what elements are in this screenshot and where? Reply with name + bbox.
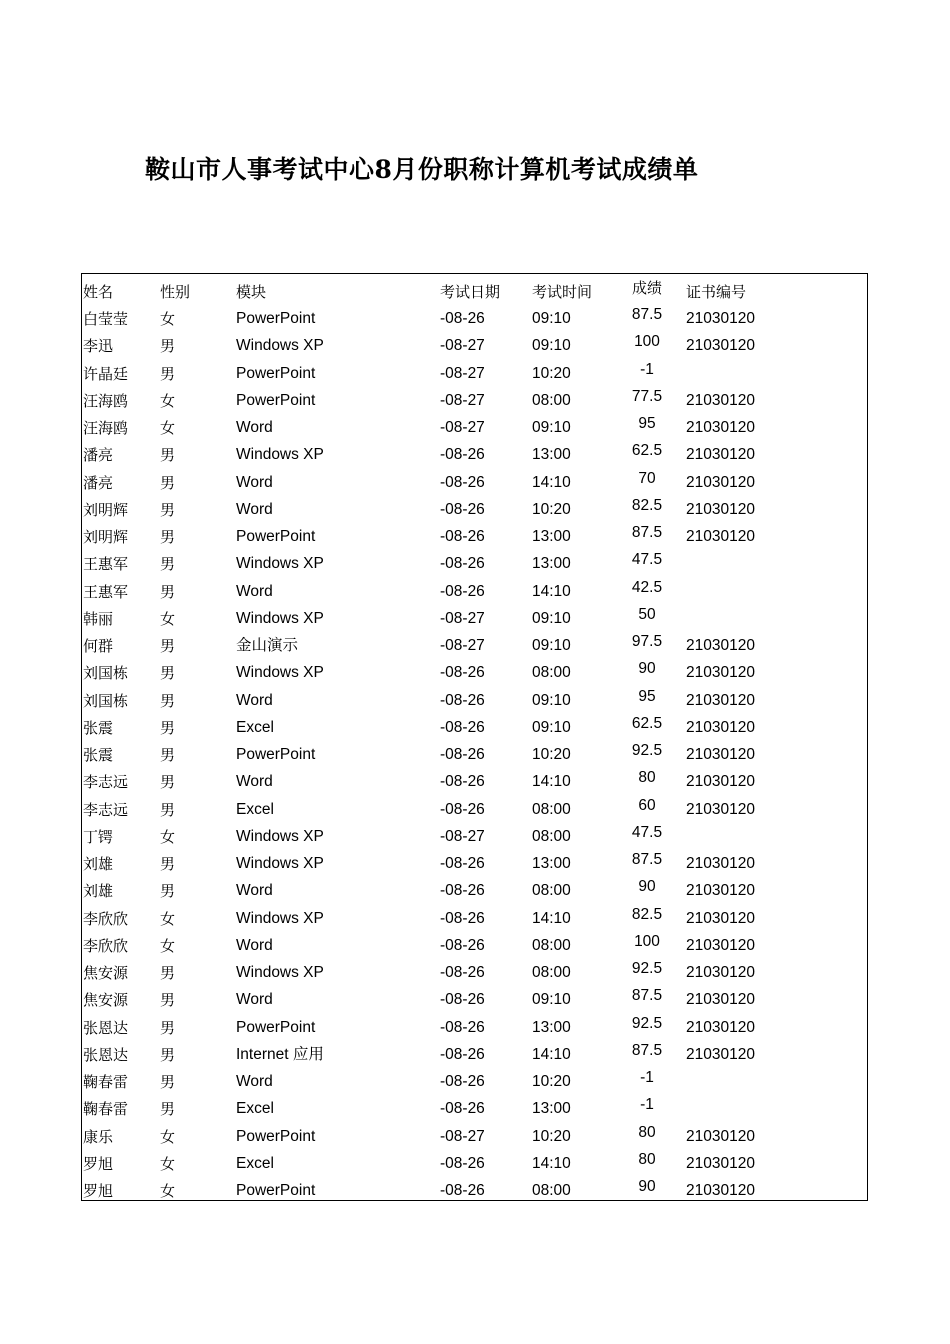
cell-gender: 男 bbox=[160, 364, 176, 383]
cell-score: 87.5 bbox=[631, 524, 663, 541]
cell-date: -08-27 bbox=[440, 609, 485, 627]
cell-name: 白莹莹 bbox=[83, 310, 129, 328]
cell-gender: 男 bbox=[160, 446, 176, 465]
header-date: 考试日期 bbox=[440, 283, 501, 301]
cell-module: Word bbox=[236, 773, 273, 791]
cell-time: 10:20 bbox=[532, 364, 571, 382]
cell-name: 张恩达 bbox=[83, 1018, 129, 1037]
cell-date: -08-26 bbox=[440, 473, 485, 491]
cell-name: 焦安源 bbox=[83, 991, 129, 1010]
cell-time: 14:10 bbox=[532, 773, 571, 791]
table-row bbox=[82, 634, 867, 658]
cell-cert: 21030120 bbox=[686, 1154, 755, 1172]
cell-gender: 男 bbox=[160, 882, 176, 901]
cell-time: 10:20 bbox=[532, 1073, 571, 1090]
cell-gender: 女 bbox=[160, 310, 176, 328]
cell-module: Word bbox=[236, 582, 273, 600]
cell-date: -08-26 bbox=[440, 882, 485, 900]
cell-time: 08:00 bbox=[532, 964, 571, 981]
cell-module: Windows XP bbox=[236, 855, 324, 872]
header-gender: 性别 bbox=[160, 283, 191, 301]
cell-name: 李志远 bbox=[83, 800, 129, 819]
cell-time: 08:00 bbox=[532, 827, 571, 845]
cell-module: Internet 应用 bbox=[236, 1045, 324, 1063]
cell-date: -08-26 bbox=[440, 1100, 485, 1118]
cell-date: -08-27 bbox=[440, 337, 485, 355]
cell-cert: 21030120 bbox=[686, 391, 755, 409]
cell-date: -08-26 bbox=[440, 991, 485, 1009]
cell-score: 70 bbox=[638, 469, 656, 487]
cell-gender: 女 bbox=[160, 827, 176, 846]
table-row bbox=[82, 907, 867, 931]
cell-cert: 21030120 bbox=[686, 500, 755, 518]
cell-date: -08-26 bbox=[440, 1018, 485, 1036]
cell-date: -08-26 bbox=[440, 773, 485, 791]
cell-name: 王惠军 bbox=[83, 555, 129, 574]
cell-score: 97.5 bbox=[631, 633, 663, 650]
cell-date: -08-27 bbox=[440, 391, 485, 409]
header-score: 成绩 bbox=[631, 279, 662, 297]
cell-date: -08-27 bbox=[440, 364, 485, 382]
cell-module: Excel bbox=[236, 1154, 274, 1172]
cell-gender: 男 bbox=[160, 964, 176, 982]
cell-time: 14:10 bbox=[532, 473, 571, 491]
cell-module: Windows XP bbox=[236, 909, 324, 927]
cell-time: 10:20 bbox=[532, 1127, 571, 1145]
cell-gender: 女 bbox=[160, 1182, 176, 1200]
cell-time: 13:00 bbox=[532, 555, 571, 573]
cell-cert: 21030120 bbox=[686, 473, 755, 491]
cell-date: -08-26 bbox=[440, 936, 485, 954]
cell-name: 罗旭 bbox=[83, 1182, 114, 1200]
cell-name: 焦安源 bbox=[83, 964, 129, 982]
table-row bbox=[82, 798, 867, 822]
cell-date: -08-27 bbox=[440, 1127, 485, 1145]
cell-cert: 21030120 bbox=[686, 1045, 755, 1063]
cell-name: 潘亮 bbox=[83, 473, 114, 492]
table-row bbox=[82, 607, 867, 631]
cell-gender: 男 bbox=[160, 337, 176, 356]
cell-cert: 21030120 bbox=[686, 991, 755, 1009]
cell-name: 李欣欣 bbox=[83, 936, 129, 955]
cell-time: 09:10 bbox=[532, 609, 571, 627]
cell-gender: 男 bbox=[160, 1045, 176, 1064]
cell-name: 鞠春雷 bbox=[83, 1100, 129, 1119]
table-row bbox=[82, 471, 867, 495]
cell-time: 13:00 bbox=[532, 446, 571, 464]
cell-date: -08-26 bbox=[440, 964, 485, 981]
cell-gender: 男 bbox=[160, 555, 176, 574]
score-table bbox=[81, 273, 868, 1201]
table-row bbox=[82, 362, 867, 386]
cell-score: 100 bbox=[634, 333, 660, 351]
cell-cert: 21030120 bbox=[686, 1127, 755, 1145]
table-row bbox=[82, 416, 867, 440]
cell-score: 60 bbox=[638, 796, 656, 814]
cell-date: -08-26 bbox=[440, 909, 485, 927]
cell-module: Word bbox=[236, 991, 273, 1009]
cell-module: PowerPoint bbox=[236, 364, 316, 382]
cell-date: -08-26 bbox=[440, 1182, 485, 1199]
table-row bbox=[82, 961, 867, 985]
cell-cert: 21030120 bbox=[686, 419, 755, 436]
cell-gender: 男 bbox=[160, 637, 176, 655]
cell-gender: 女 bbox=[160, 1127, 176, 1146]
cell-module: Word bbox=[236, 500, 273, 518]
cell-time: 14:10 bbox=[532, 582, 571, 600]
cell-gender: 男 bbox=[160, 773, 176, 792]
cell-gender: 男 bbox=[160, 746, 176, 764]
cell-score: 87.5 bbox=[631, 306, 663, 323]
cell-module: Windows XP bbox=[236, 664, 324, 682]
cell-time: 14:10 bbox=[532, 1045, 571, 1063]
cell-score: 80 bbox=[638, 1150, 656, 1168]
cell-score: 90 bbox=[638, 660, 656, 678]
cell-module: Word bbox=[236, 1073, 273, 1090]
cell-cert: 21030120 bbox=[686, 882, 755, 900]
cell-module: Windows XP bbox=[236, 446, 324, 464]
cell-cert: 21030120 bbox=[686, 446, 755, 464]
cell-score: 82.5 bbox=[631, 496, 663, 514]
cell-module: Windows XP bbox=[236, 337, 324, 355]
table-row bbox=[82, 307, 867, 331]
cell-gender: 男 bbox=[160, 582, 176, 601]
cell-date: -08-26 bbox=[440, 1045, 485, 1063]
table-row bbox=[82, 934, 867, 958]
cell-time: 14:10 bbox=[532, 1154, 571, 1172]
cell-name: 张震 bbox=[83, 746, 114, 764]
cell-module: Word bbox=[236, 882, 273, 900]
cell-cert: 21030120 bbox=[686, 909, 755, 927]
cell-name: 张震 bbox=[83, 718, 114, 737]
table-row bbox=[82, 1152, 867, 1176]
cell-gender: 女 bbox=[160, 419, 176, 437]
table-header bbox=[82, 280, 867, 304]
cell-score: 42.5 bbox=[631, 578, 663, 596]
cell-date: -08-26 bbox=[440, 500, 485, 518]
cell-gender: 男 bbox=[160, 473, 176, 492]
cell-name: 康乐 bbox=[83, 1127, 114, 1146]
cell-module: Word bbox=[236, 691, 273, 709]
cell-name: 韩丽 bbox=[83, 609, 114, 628]
cell-name: 张恩达 bbox=[83, 1045, 129, 1064]
cell-gender: 女 bbox=[160, 909, 176, 928]
cell-date: -08-26 bbox=[440, 746, 485, 763]
cell-cert: 21030120 bbox=[686, 855, 755, 872]
cell-gender: 男 bbox=[160, 1100, 176, 1119]
cell-cert: 21030120 bbox=[686, 664, 755, 682]
cell-time: 08:00 bbox=[532, 936, 571, 954]
cell-name: 许晶廷 bbox=[83, 364, 129, 383]
cell-cert: 21030120 bbox=[686, 691, 755, 709]
cell-gender: 女 bbox=[160, 391, 176, 410]
cell-module: PowerPoint bbox=[236, 391, 316, 409]
cell-date: -08-26 bbox=[440, 718, 485, 736]
cell-score: 90 bbox=[638, 878, 656, 896]
cell-module: PowerPoint bbox=[236, 528, 316, 545]
cell-gender: 男 bbox=[160, 500, 176, 519]
header-cert: 证书编号 bbox=[686, 283, 747, 301]
cell-score: 80 bbox=[638, 1123, 656, 1141]
cell-score: 95 bbox=[638, 415, 656, 432]
cell-gender: 女 bbox=[160, 609, 176, 628]
cell-score: 82.5 bbox=[631, 905, 663, 923]
cell-cert: 21030120 bbox=[686, 1018, 755, 1036]
header-name: 姓名 bbox=[83, 283, 114, 301]
cell-cert: 21030120 bbox=[686, 964, 755, 981]
cell-score: 62.5 bbox=[631, 442, 663, 460]
cell-module: PowerPoint bbox=[236, 746, 316, 763]
table-row bbox=[82, 716, 867, 740]
table-row bbox=[82, 825, 867, 849]
cell-date: -08-26 bbox=[440, 310, 485, 327]
cell-time: 10:20 bbox=[532, 746, 571, 763]
cell-name: 刘国栋 bbox=[83, 664, 129, 683]
cell-cert: 21030120 bbox=[686, 746, 755, 763]
cell-name: 丁锷 bbox=[83, 827, 114, 846]
table-row bbox=[82, 770, 867, 794]
cell-name: 王惠军 bbox=[83, 582, 129, 601]
cell-time: 08:00 bbox=[532, 800, 571, 818]
cell-score: 87.5 bbox=[631, 851, 663, 868]
header-module: 模块 bbox=[236, 283, 267, 301]
cell-time: 09:10 bbox=[532, 991, 571, 1009]
table-row bbox=[82, 1043, 867, 1067]
table-row bbox=[82, 498, 867, 522]
cell-score: 80 bbox=[638, 769, 656, 787]
cell-date: -08-26 bbox=[440, 1154, 485, 1172]
cell-time: 08:00 bbox=[532, 882, 571, 900]
cell-gender: 男 bbox=[160, 718, 176, 737]
cell-score: 47.5 bbox=[631, 551, 663, 569]
cell-name: 汪海鸥 bbox=[83, 419, 129, 437]
cell-name: 李欣欣 bbox=[83, 909, 129, 928]
cell-gender: 男 bbox=[160, 1073, 176, 1091]
cell-time: 09:10 bbox=[532, 337, 571, 355]
cell-cert: 21030120 bbox=[686, 637, 755, 654]
cell-module: Excel bbox=[236, 1100, 274, 1118]
cell-gender: 男 bbox=[160, 664, 176, 683]
cell-score: -1 bbox=[640, 360, 654, 378]
cell-gender: 男 bbox=[160, 1018, 176, 1037]
cell-time: 09:10 bbox=[532, 310, 571, 327]
table-row bbox=[82, 525, 867, 549]
cell-module: Word bbox=[236, 473, 273, 491]
cell-name: 汪海鸥 bbox=[83, 391, 129, 410]
table-row bbox=[82, 1179, 867, 1203]
table-row bbox=[82, 552, 867, 576]
cell-time: 13:00 bbox=[532, 855, 571, 872]
table-row bbox=[82, 661, 867, 685]
cell-module: Excel bbox=[236, 718, 274, 736]
cell-name: 李志远 bbox=[83, 773, 129, 792]
table-row bbox=[82, 1070, 867, 1094]
table-row bbox=[82, 334, 867, 358]
cell-time: 10:20 bbox=[532, 500, 571, 518]
cell-cert: 21030120 bbox=[686, 936, 755, 954]
cell-gender: 男 bbox=[160, 991, 176, 1010]
cell-time: 13:00 bbox=[532, 1018, 571, 1036]
table-row bbox=[82, 443, 867, 467]
cell-date: -08-26 bbox=[440, 555, 485, 573]
cell-module: Word bbox=[236, 936, 273, 954]
cell-date: -08-27 bbox=[440, 637, 485, 654]
cell-score: 77.5 bbox=[631, 387, 663, 405]
cell-score: 50 bbox=[638, 605, 656, 623]
cell-module: PowerPoint bbox=[236, 1182, 316, 1199]
cell-time: 08:00 bbox=[532, 664, 571, 682]
cell-module: PowerPoint bbox=[236, 1127, 316, 1145]
table-row bbox=[82, 1016, 867, 1040]
table-row bbox=[82, 879, 867, 903]
page-title: 鞍山市人事考试中心8月份职称计算机考试成绩单 bbox=[145, 155, 699, 184]
cell-cert: 21030120 bbox=[686, 1182, 755, 1199]
cell-module: Windows XP bbox=[236, 964, 324, 981]
cell-time: 08:00 bbox=[532, 391, 571, 409]
cell-cert: 21030120 bbox=[686, 528, 755, 545]
cell-module: Windows XP bbox=[236, 827, 324, 845]
cell-score: 92.5 bbox=[631, 1014, 663, 1032]
cell-time: 14:10 bbox=[532, 909, 571, 927]
table-row bbox=[82, 743, 867, 767]
cell-cert: 21030120 bbox=[686, 337, 755, 355]
cell-time: 09:10 bbox=[532, 419, 571, 436]
cell-time: 08:00 bbox=[532, 1182, 571, 1199]
cell-name: 潘亮 bbox=[83, 446, 114, 465]
cell-score: 47.5 bbox=[631, 823, 663, 841]
cell-name: 刘雄 bbox=[83, 882, 114, 901]
cell-time: 09:10 bbox=[532, 637, 571, 654]
cell-module: Excel bbox=[236, 800, 274, 818]
cell-date: -08-26 bbox=[440, 1073, 485, 1090]
cell-cert: 21030120 bbox=[686, 800, 755, 818]
table-row bbox=[82, 1097, 867, 1121]
cell-cert: 21030120 bbox=[686, 773, 755, 791]
cell-name: 刘雄 bbox=[83, 855, 114, 873]
cell-gender: 男 bbox=[160, 528, 176, 546]
cell-date: -08-27 bbox=[440, 827, 485, 845]
cell-score: -1 bbox=[640, 1096, 654, 1114]
cell-score: 95 bbox=[638, 687, 656, 705]
cell-cert: 21030120 bbox=[686, 310, 755, 327]
cell-date: -08-26 bbox=[440, 528, 485, 545]
cell-module: PowerPoint bbox=[236, 1018, 316, 1036]
cell-name: 李迅 bbox=[83, 337, 114, 356]
cell-name: 罗旭 bbox=[83, 1154, 114, 1173]
cell-date: -08-26 bbox=[440, 582, 485, 600]
cell-module: Windows XP bbox=[236, 555, 324, 573]
cell-name: 鞠春雷 bbox=[83, 1073, 129, 1091]
cell-score: 87.5 bbox=[631, 987, 663, 1005]
cell-score: 62.5 bbox=[631, 714, 663, 732]
table-row bbox=[82, 852, 867, 876]
cell-score: 90 bbox=[638, 1178, 656, 1195]
cell-date: -08-27 bbox=[440, 419, 485, 436]
cell-name: 刘明辉 bbox=[83, 500, 129, 519]
cell-time: 09:10 bbox=[532, 718, 571, 736]
cell-date: -08-26 bbox=[440, 664, 485, 682]
table-row bbox=[82, 389, 867, 413]
cell-score: -1 bbox=[640, 1069, 654, 1086]
cell-gender: 男 bbox=[160, 800, 176, 819]
cell-module: Windows XP bbox=[236, 609, 324, 627]
table-row bbox=[82, 988, 867, 1012]
cell-score: 92.5 bbox=[631, 960, 663, 977]
cell-name: 刘明辉 bbox=[83, 528, 129, 546]
cell-name: 刘国栋 bbox=[83, 691, 129, 710]
cell-time: 09:10 bbox=[532, 691, 571, 709]
cell-date: -08-26 bbox=[440, 691, 485, 709]
cell-gender: 女 bbox=[160, 1154, 176, 1173]
header-time: 考试时间 bbox=[532, 283, 593, 301]
cell-module: PowerPoint bbox=[236, 310, 316, 327]
cell-time: 13:00 bbox=[532, 1100, 571, 1118]
cell-name: 何群 bbox=[83, 637, 114, 655]
table-row bbox=[82, 580, 867, 604]
cell-date: -08-26 bbox=[440, 446, 485, 464]
table-row bbox=[82, 689, 867, 713]
cell-gender: 女 bbox=[160, 936, 176, 955]
cell-score: 92.5 bbox=[631, 742, 663, 759]
table-row bbox=[82, 1125, 867, 1149]
cell-time: 13:00 bbox=[532, 528, 571, 545]
cell-score: 87.5 bbox=[631, 1041, 663, 1059]
cell-date: -08-26 bbox=[440, 855, 485, 872]
cell-module: 金山演示 bbox=[236, 637, 299, 654]
cell-cert: 21030120 bbox=[686, 718, 755, 736]
cell-gender: 男 bbox=[160, 691, 176, 710]
cell-gender: 男 bbox=[160, 855, 176, 873]
cell-score: 100 bbox=[634, 932, 660, 950]
cell-module: Word bbox=[236, 419, 273, 436]
cell-date: -08-26 bbox=[440, 800, 485, 818]
